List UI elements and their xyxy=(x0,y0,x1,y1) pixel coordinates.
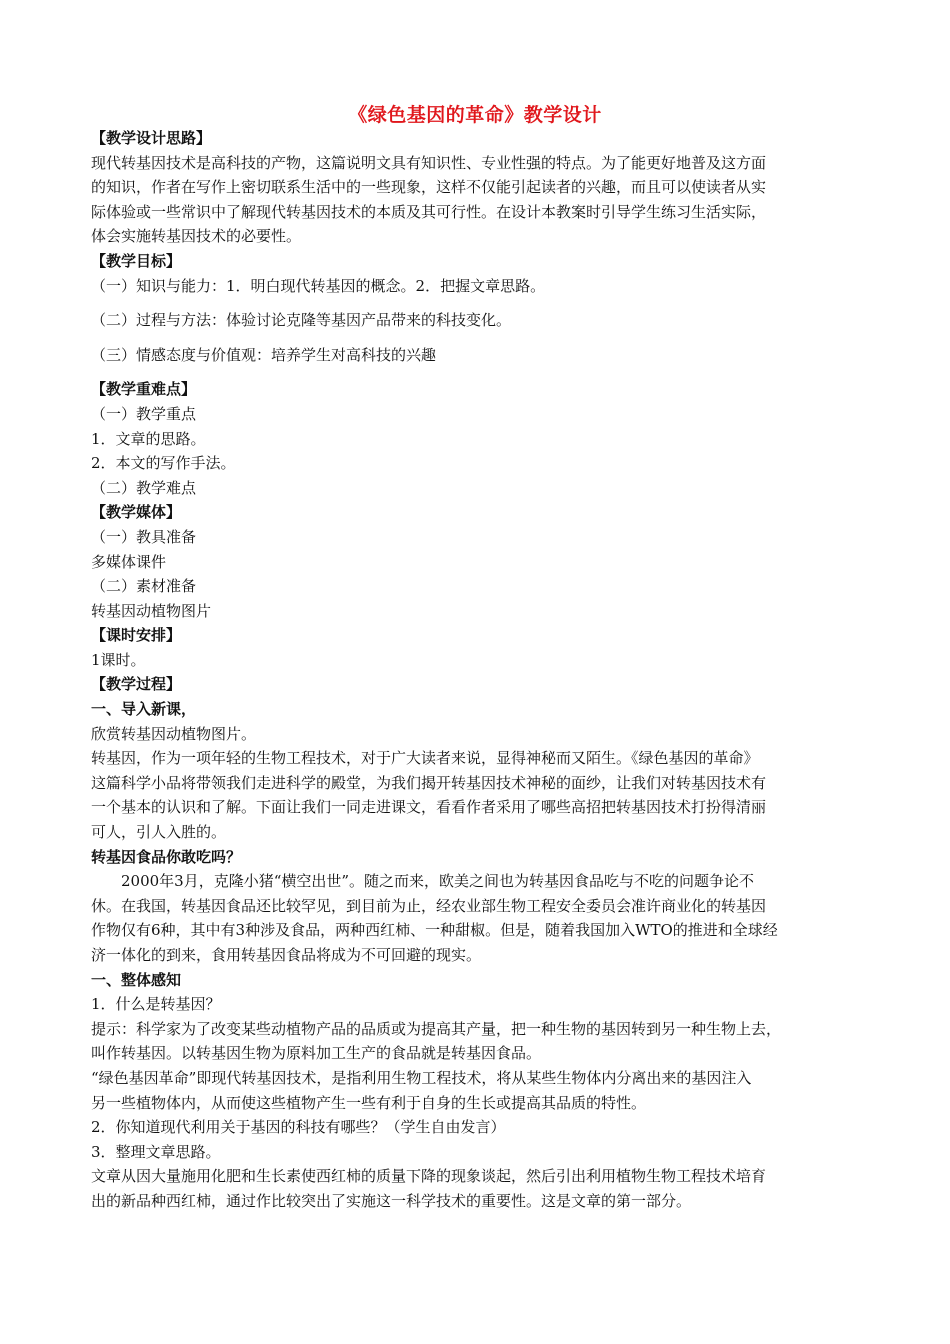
schedule-line: 1课时。 xyxy=(91,650,146,669)
goal-item: （三）情感态度与价值观：培养学生对高科技的兴趣 xyxy=(91,345,437,364)
key-point-line: （一）教学重点 xyxy=(91,404,197,423)
goal-item: （一）知识与能力：1．明白现代转基因的概念。2．把握文章思路。 xyxy=(91,276,546,295)
overall-line: 出的新品种西红柿，通过作比较突出了实施这一科学技术的重要性。这是文章的第一部分。 xyxy=(91,1191,692,1210)
key-point-line: （二）教学难点 xyxy=(91,478,197,497)
intro-line: 一个基本的认识和了解。下面让我们一同走进课文，看看作者采用了哪些高招把转基因技术打扮得清丽 xyxy=(91,798,767,817)
gm-food-line: 作物仅有6种，其中有3种涉及食品，两种西红柿、一种甜椒。但是，随着我国加入WTO的推进和全球经 xyxy=(91,921,778,940)
gm-food-line: 济一体化的到来，食用转基因食品将成为不可回避的现实。 xyxy=(91,946,482,964)
overall-line: 3．整理文章思路。 xyxy=(91,1142,221,1161)
intro-line: 可人，引人入胜的。 xyxy=(91,823,227,842)
section-heading-process: 【教学过程】 xyxy=(91,675,182,694)
section-heading-key-points: 【教学重难点】 xyxy=(91,380,197,399)
subheading-overall: 一、整体感知 xyxy=(91,970,182,989)
overall-line: 文章从因大量施用化肥和生长素使西红柿的质量下降的现象谈起，然后引出利用植物生物工程技术培育 xyxy=(91,1167,767,1186)
document-body xyxy=(91,126,861,1214)
overall-line: 另一些植物体内，从而使这些植物产生一些有利于自身的生长或提高其品质的特性。 xyxy=(91,1093,647,1112)
design-idea-line: 体会实施转基因技术的必要性。 xyxy=(91,227,302,246)
section-heading-design-idea: 【教学设计思路】 xyxy=(91,129,212,147)
section-heading-schedule: 【课时安排】 xyxy=(91,626,182,645)
intro-line: 转基因，作为一项年轻的生物工程技术，对于广大读者来说，显得神秘而又陌生。《绿色基因的革命》 xyxy=(91,749,759,768)
overall-line: 2．你知道现代利用关于基因的科技有哪些？（学生自由发言） xyxy=(91,1118,506,1137)
design-idea-line: 的知识，作者在写作上密切联系生活中的一些现象，这样不仅能引起读者的兴趣，而且可以使读者从实 xyxy=(91,178,767,197)
media-line: （一）教具准备 xyxy=(91,527,197,546)
key-point-line: 2．本文的写作手法。 xyxy=(91,454,236,473)
subheading-gm-food: 转基因食品你敢吃吗？ xyxy=(91,847,242,866)
media-line: 转基因动植物图片 xyxy=(91,601,212,620)
overall-line: 叫作转基因。以转基因生物为原料加工生产的食品就是转基因食品。 xyxy=(91,1044,542,1063)
gm-food-line: 2000年3月，克隆小猪“横空出世”。随之而来，欧美之间也为转基因食品吃与不吃的问题争论不 xyxy=(121,872,755,891)
document-title: 《绿色基因的革命》教学设计 xyxy=(348,104,602,126)
section-heading-media: 【教学媒体】 xyxy=(91,503,182,522)
gm-food-line: 休。在我国，转基因食品还比较罕见，到目前为止，经农业部生物工程安全委员会准许商业化的转基因 xyxy=(91,896,767,915)
overall-line: “绿色基因革命”即现代转基因技术，是指利用生物工程技术，将从某些生物体内分离出来的基因注入 xyxy=(91,1068,752,1087)
goal-item: （二）过程与方法：体验讨论克隆等基因产品带来的科技变化。 xyxy=(91,311,512,330)
design-idea-line: 际体验或一些常识中了解现代转基因技术的本质及其可行性。在设计本教案时引导学生练习生活实际， xyxy=(91,202,767,221)
media-line: （二）素材准备 xyxy=(91,577,197,596)
section-heading-goals: 【教学目标】 xyxy=(91,251,182,270)
media-line: 多媒体课件 xyxy=(91,552,167,571)
intro-line: 欣赏转基因动植物图片。 xyxy=(91,724,257,743)
overall-line: 1．什么是转基因？ xyxy=(91,995,221,1014)
intro-line: 这篇科学小品将带领我们走进科学的殿堂，为我们揭开转基因技术神秘的面纱，让我们对转基因技术有 xyxy=(91,773,767,792)
subheading-intro: 一、导入新课， xyxy=(91,700,197,719)
key-point-line: 1．文章的思路。 xyxy=(91,429,206,448)
design-idea-line: 现代转基因技术是高科技的产物，这篇说明文具有知识性、专业性强的特点。为了能更好地普及这方面 xyxy=(91,153,767,172)
overall-line: 提示：科学家为了改变某些动植物产品的品质或为提高其产量，把一种生物的基因转到另一种生物上去， xyxy=(91,1019,782,1038)
